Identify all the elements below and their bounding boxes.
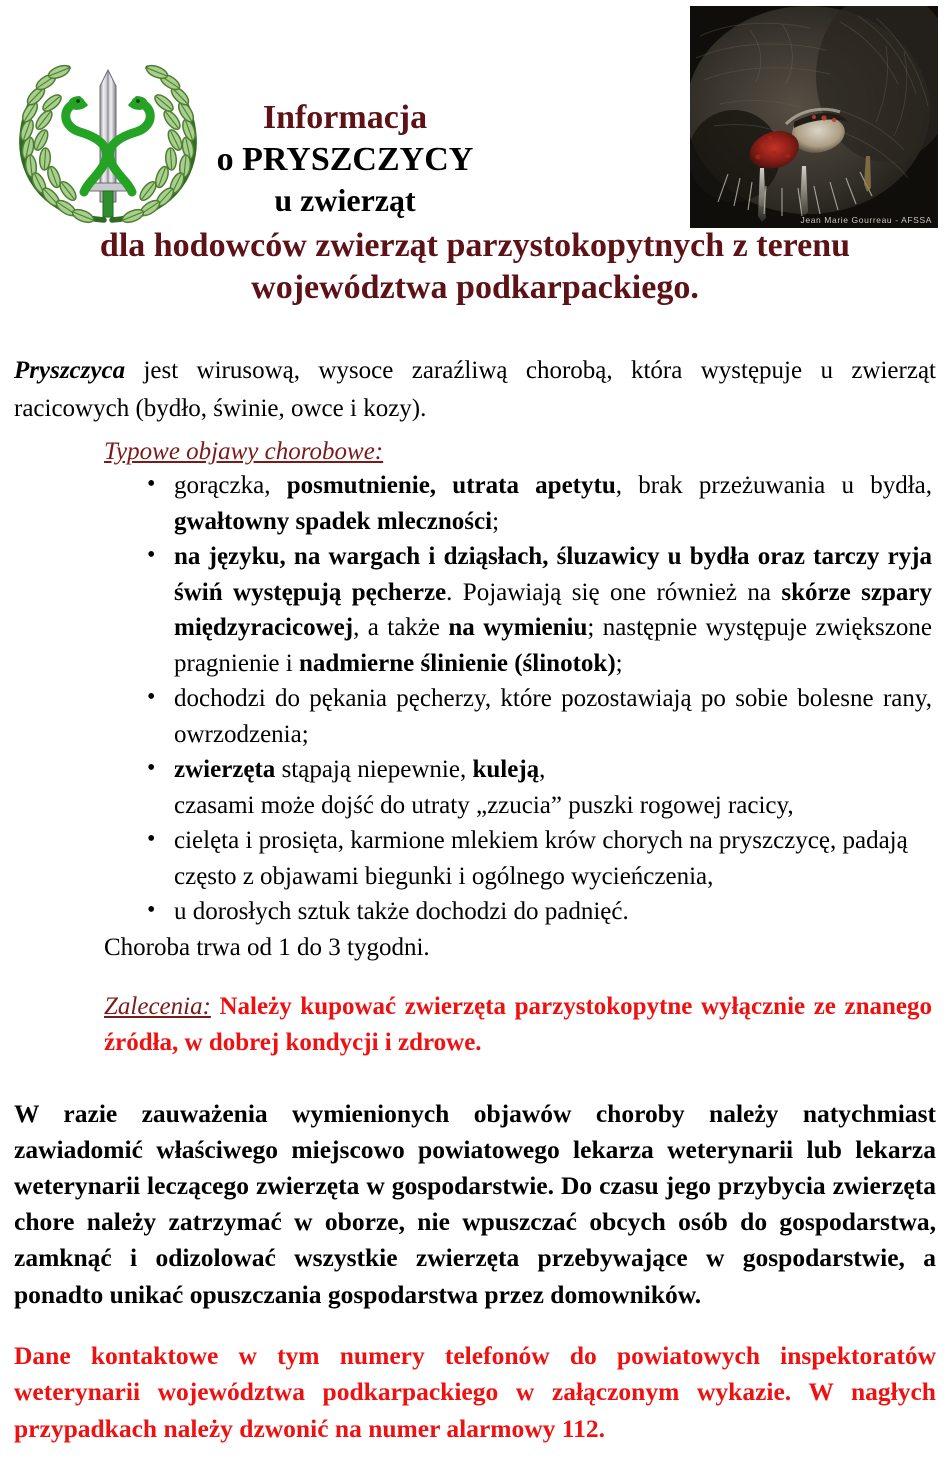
title-line-3: u zwierząt — [274, 182, 416, 219]
page-title — [0, 98, 950, 308]
symptom-text: ; — [492, 507, 500, 535]
recommendation-label: Zalecenia: — [104, 993, 211, 1020]
symptom-text: . Pojawiają się one również na — [446, 578, 782, 606]
title-line-4: dla hodowców zwierząt parzystokopytnych z terenu — [99, 226, 851, 264]
symptom-emphasis: nadmierne ślinienie (ślinotok) — [298, 649, 616, 677]
symptom-text: u dorosłych sztuk także dochodzi do padnięć. — [174, 898, 629, 925]
intro-rest: jest wirusową, wysoce zaraźliwą chorobą, która występuje u zwierząt racicowych (bydło, świnie, owce i kozy). — [14, 357, 936, 422]
symptom-text: , a także — [353, 614, 449, 641]
recommendation-text: Należy kupować zwierzęta parzystokopytne wyłącznie ze znanego źródła, w dobrej kondycji i zdrowe. — [104, 993, 932, 1057]
symptoms-heading: Typowe objawy chorobowe: — [104, 438, 384, 465]
symptom-text: , brak przeżuwania u bydła, — [615, 472, 932, 499]
title-line-2: o PRYSZCZYCY — [216, 141, 474, 179]
symptom-text: czasami może dojść do utraty „zzucia” puszki rogowej racicy, — [174, 791, 794, 819]
title-line-1: Informacja — [262, 99, 428, 136]
symptom-emphasis: zwierzęta — [174, 756, 276, 783]
symptom-item — [14, 752, 936, 823]
symptom-emphasis: na wymieniu — [448, 614, 588, 641]
photo-credit: Jean Marie Gourreau - AFSSA — [800, 215, 932, 225]
disease-duration-note: Choroba trwa od 1 do 3 tygodni. — [104, 933, 430, 961]
intro-paragraph — [14, 352, 936, 428]
intro-lead-term: Pryszczyca — [14, 357, 126, 384]
title-line-5: województwa podkarpackiego. — [251, 269, 699, 307]
notice-paragraph: W razie zauważenia wymienionych objawów choroby należy natychmiast zawiadomić właściwego miejscowo powiatowego lekarza weterynarii lub lekarza weterynarii leczącego zwierzęta w gospodarstwie. Do czasu jego przybycia zwierzęta chore należy zatrzymać w oborze, nie wpuszczać obcych osób do gospodarstwa, zamknąć i odizolować wszystkie zwierzęta przebywające w gospodarstwie, a ponadto unikać opuszczania gospodarstwa przez domowników. — [14, 1098, 936, 1309]
poster-header — [0, 0, 950, 330]
symptom-text: stąpają niepewnie, — [275, 756, 473, 783]
symptom-emphasis: posmutnienie, utrata apetytu — [286, 472, 616, 499]
symptom-text: gorączka, — [174, 472, 287, 499]
symptom-item — [14, 823, 936, 894]
symptom-text: , — [539, 756, 546, 783]
symptom-text: ; następnie występuje zwiększone pragnienie i — [174, 614, 932, 677]
symptom-text: cielęta i prosięta, karmione mlekiem krów chorych na pryszczycę, padają często z objawami biegunki i ogólnego wycieńczenia, — [174, 827, 908, 890]
contact-paragraph: Dane kontaktowe w tym numery telefonów do powiatowych inspektoratów weterynarii województwa podkarpackiego w załączonym wykazie. W nagłych przypadkach należy dzwonić na numer alarmowy 112. — [14, 1341, 936, 1443]
symptoms-list — [14, 468, 936, 930]
symptom-emphasis: gwałtowny spadek mleczności — [174, 507, 493, 535]
recommendation-paragraph — [104, 989, 932, 1062]
symptom-item — [14, 894, 936, 930]
symptom-emphasis: na języku, na wargach i dziąsłach, śluzawicy u bydła oraz tarczy ryja świń występują pęcherze — [174, 543, 932, 606]
symptom-item — [14, 468, 936, 539]
document-body — [14, 352, 936, 1472]
symptom-text: ; — [615, 649, 623, 677]
symptom-emphasis: skórze szpary międzyracicowej — [174, 578, 933, 641]
symptom-text: dochodzi do pękania pęcherzy, które pozostawiają po sobie bolesne rany, owrzodzenia; — [174, 685, 932, 748]
symptom-item — [14, 539, 936, 681]
symptom-item — [14, 681, 936, 752]
symptom-emphasis: kuleją — [472, 756, 540, 783]
